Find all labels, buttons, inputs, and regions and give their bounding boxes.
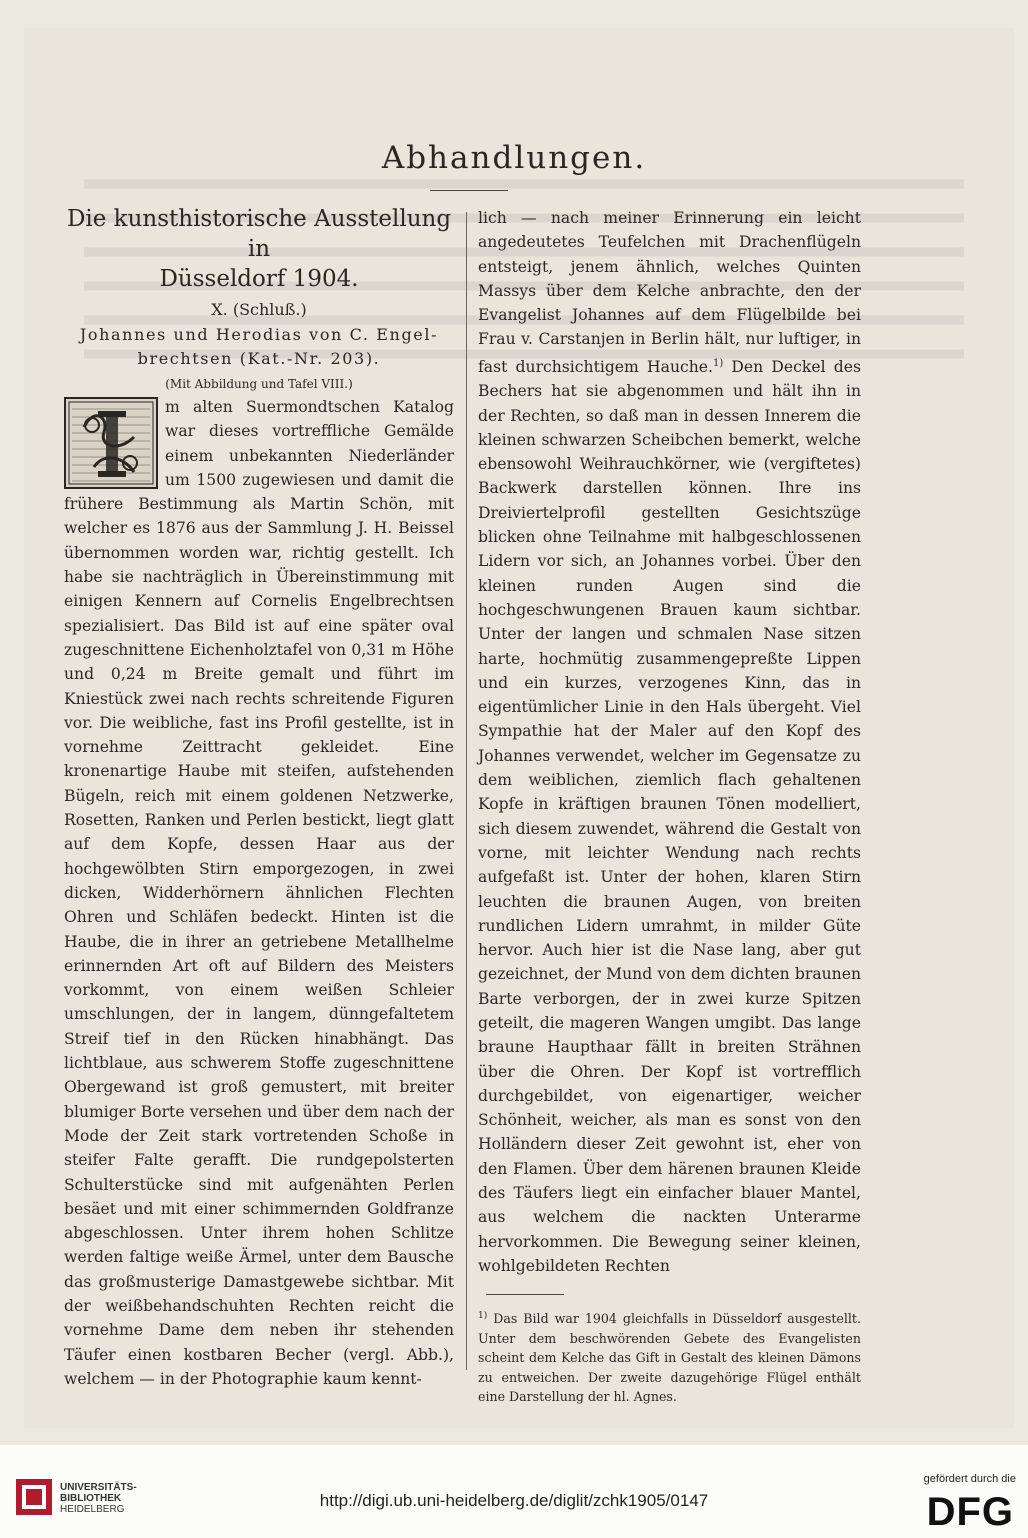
institution-line1: UNIVERSITÄTS- — [60, 1482, 137, 1493]
sponsor-logo: DFG — [926, 1490, 1014, 1534]
left-text: m alten Suermondtschen Katalog war dieses vortreffliche Gemälde einem unbekannten Niederländer um 1500 zugewiesen und damit die frühere Bestimmung als Martin Schön, mit welcher es 1876 aus der Sammlung J. H. Beissel übernommen worden war, richtig gestellt. Ich habe sie nachträglich in Übereinstimmung mit einigen Kennern auf Cornelis Engelbrechtsen spezialisiert. Das Bild ist auf eine später oval zugeschnittene Eichenholztafel von 0,31 m Höhe und 0,24 m Breite gemalt und führt im Kniestück zwei nach rechts schreitende Figuren vor. Die weibliche, fast ins Profil gestellte, ist in vornehme Zeittracht gekleidet. Eine kronenartige Haube mit steifen, aufstehenden Bügeln, reich mit einem goldenen Netzwerke, Rosetten, Ranken und Perlen bestickt, liegt glatt auf dem Kopfe, dessen Haar aus der hochgewölbten Stirn emporgezogen, in zwei dicken, Widderhörnern ähnlichen Flechten Ohren und Schläfen bedeckt. Hinten ist die Haube, die in ihrer an getriebene Metallhelme erinnernden Art oft auf Bildern des Meisters vorkommt, von einem weißen Schleier umschlungen, der in langem, dünngefaltetem Streif tief in den Rücken hinabhängt. Das lichtblaue, aus schwerem Stoffe zugeschnittene Obergewand ist groß gemustert, mit breiter blumiger Borte versehen und über dem nach der Mode der Zeit stark vortretenden Schoße in steifer Falte gerafft. Die rundgepolsterten Schulterstücke sind mit aufgenähten Perlen besäet und mit einer schimmernden Goldfranze abgeschlossen. Unter ihrem hohen Schlitze werden faltige weiße Ärmel, unter dem Bausche das großmusterige Damastgewebe sichtbar. Mit der weißbehandschuhten Rechten reicht die vornehme Dame dem neben ihr stehenden Täufer einen kostbaren Becher (vergl. Abb.), welchem — in der Photographie kaum kennt- — [64, 398, 454, 1388]
institution-line3: HEIDELBERG — [60, 1504, 125, 1515]
footnote-reference[interactable]: 1) — [712, 357, 724, 369]
ornamental-initial — [64, 397, 158, 489]
footnote — [478, 1307, 861, 1407]
left-body-text — [64, 395, 454, 1391]
article-title-line1: Die kunsthistorische Ausstellung in — [66, 206, 452, 262]
title-rule — [430, 190, 508, 191]
permalink[interactable]: http://digi.ub.uni-heidelberg.de/diglit/zchk1905/0147 — [319, 1491, 709, 1510]
footnote-marker: 1) — [478, 1311, 488, 1322]
right-text-part1: lich — nach meiner Erinnerung ein leicht angedeutetes Teufelchen mit Drachenflügeln entsteigt, jenem ähnlich, welches Quinten Massys über dem Kelche anbrachte, den der Evangelist Johannes auf dem Flügelbilde bei Frau v. Carstanjen in Berlin hält, nur luftiger, in fast durchsichtigem Hauche. — [478, 209, 861, 376]
article-title-line2: Düsseldorf 1904. — [159, 266, 359, 292]
sponsor-label: gefördert durch die — [923, 1473, 1016, 1485]
institution-line2: BIBLIOTHEK — [60, 1493, 122, 1504]
left-column — [64, 204, 454, 1391]
footnote-text: Das Bild war 1904 gleichfalls in Düsseldorf ausgestellt. Unter dem beschwörenden Gebete des Evangelisten scheint dem Kelche das Gift in Gestalt des kleinen Dämons zu entweichen. Der zweite dazugehörige Flügel enthält eine Darstellung der hl. Agnes. — [478, 1311, 861, 1405]
column-divider — [466, 212, 467, 1370]
article-heading — [64, 323, 454, 371]
section-title: Abhandlungen. — [381, 140, 647, 176]
figure-note: (Mit Abbildung und Tafel VIII.) — [165, 377, 353, 391]
article-title — [64, 204, 454, 294]
article-heading-line1: Johannes und Herodias von C. Engel- — [79, 325, 439, 344]
footnote-rule — [486, 1294, 564, 1295]
viewer-footer — [0, 1445, 1028, 1538]
article-heading-line2: brechtsen (Kat.-Nr. 203). — [137, 349, 381, 368]
right-text-part2: Den Deckel des Bechers hat sie abgenommen und hält ihn in der Rechten, so daß man in dessen Innerem die kleinen schwarzen Scheibchen bemerkt, welche ebensowohl Weihrauchkörner, wie (vergiftetes) Backwerk darstellen können. Ihre ins Dreiviertelprofil gestellten Gesichtszüge blicken ohne Teilnahme mit halbgeschlossenen Lidern vor sich, an Johannes vorbei. Über den kleinen runden Augen sind die hochgeschwungenen Brauen kaum sichtbar. Unter der langen und schmalen Nase sitzen harte, hochmütig zusammengepreßte Lippen und ein kurzes, verzogenes Kinn, das in eigentümlicher Linie in den Hals übergeht. Viel Sympathie hat der Maler auf den Kopf des Johannes verwendet, welcher im Gegensatze zu dem weiblichen, ziemlich flach gehaltenen Kopfe in kräftigen braunen Tönen modelliert, sich diesem zuwendet, während die Gestalt von vorne, mit leichter Wendung nach rechts aufgefaßt ist. Unter der hohen, klaren Stirn leuchten die braunen Augen, von breiten rundlichen Lidern umrahmt, in milder Güte hervor. Auch hier ist die Nase lang, aber gut gezeichnet, der Mund von dem dichten braunen Barte verborgen, der in zwei kurze Spitzen geteilt, die mageren Wangen umgibt. Das lange braune Haupthaar fällt in breiten Strähnen über die Ohren. Der Kopf ist vortrefflich durchgebildet, von eigenartiger, weicher Schönheit, weicher, als man es sonst von den Holländern dieser Zeit gewohnt ist, eher von den Flamen. Über dem härenen braunen Kleide des Täufers liegt ein einfacher blauer Mantel, aus welchem die nackten Unterarme hervorkommen. Die Bewegung seiner kleinen, wohlgebildeten Rechten — [478, 357, 861, 1275]
article-subtitle: X. (Schluß.) — [211, 300, 307, 319]
right-body-text — [478, 206, 861, 1278]
right-column — [478, 206, 861, 1407]
